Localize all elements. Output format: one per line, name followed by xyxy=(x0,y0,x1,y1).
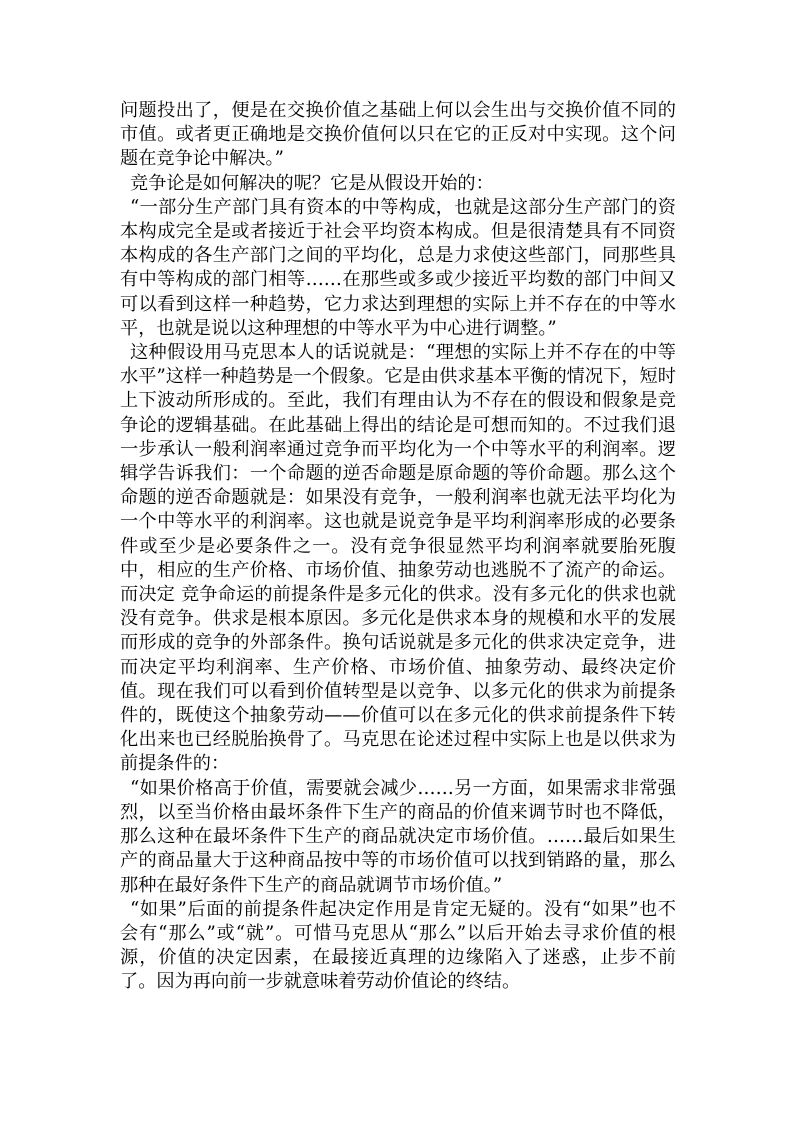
paragraph-3-quote: “一部分生产部门具有资本的中等构成，也就是这部分生产部门的资本构成完全是或者接近于社会平均资本构成。但是很清楚具有不同资本构成的各生产部门之间的平均化，总是力求使这些部门，同那些具有中等构成的部门相等……在那些或多或少接近平均数的部门中间又可以看到这样一种趋势，它力求达到理想的实际上并不存在的中等水平，也就是说以这种理想的中等水平为中心进行调整。” xyxy=(120,196,676,339)
paragraph-1: 问题投出了，便是在交换价值之基础上何以会生出与交换价值不同的市值。或者更正确地是交换价值何以只在它的正反对中实现。这个问题在竞争论中解决。” xyxy=(120,100,676,170)
paragraph-4: 这种假设用马克思本人的话说就是：“理想的实际上并不存在的中等水平”这样一种趋势是一个假象。它是由供求基本平衡的情况下，短时上下波动所形成的。至此，我们有理由认为不存在的假设和假象是竞争论的逻辑基础。在此基础上得出的结论是可想而知的。不过我们退一步承认一般利润率通过竞争而平均化为一个中等水平的利润率。逻辑学告诉我们：一个命题的逆否命题是原命题的等价命题。那么这个命题的逆否命题就是：如果没有竞争，一般利润率也就无法平均化为一个中等水平的利润率。这也就是说竞争是平均利润率形成的必要条件或至少是必要条件之一。没有竞争很显然平均利润率就要胎死腹中，相应的生产价格、市场价值、抽象劳动也逃脱不了流产的命运。而决定 竞争命运的前提条件是多元化的供求。没有多元化的供求也就没有竞争。供求是根本原因。多元化是供求本身的规模和水平的发展而形成的竞争的外部条件。换句话说就是多元化的供求决定竞争，进而决定平均利润率、生产价格、市场价值、抽象劳动、最终决定价值。现在我们可以看到价值转型是以竞争、以多元化的供求为前提条件的，既使这个抽象劳动——价值可以在多元化的供求前提条件下转化出来也已经脱胎换骨了。马克思在论述过程中实际上也是以供求为前提条件的： xyxy=(120,342,676,775)
paragraph-6: “如果”后面的前提条件起决定作用是肯定无疑的。没有“如果”也不会有“那么”或“就”。可惜马克思从“那么”以后开始去寻求价值的根源，价值的决定因素，在最接近真理的边缘陷入了迷惑，止步不前了。因为再向前一步就意味着劳动价值论的终结。 xyxy=(120,898,676,993)
document-body xyxy=(120,99,676,995)
paragraph-2: 竞争论是如何解决的呢？它是从假设开始的： xyxy=(130,172,494,194)
paragraph-5-quote: “如果价格高于价值，需要就会减少……另一方面，如果需求非常强烈，以至当价格由最坏条件下生产的商品的价值来调节时也不降低，那么这种在最坏条件下生产的商品就决定市场价值。……最后如果生产的商品量大于这种商品按中等的市场价值可以找到销路的量，那么那种在最好条件下生产的商品就调节市场价值。” xyxy=(120,777,676,896)
